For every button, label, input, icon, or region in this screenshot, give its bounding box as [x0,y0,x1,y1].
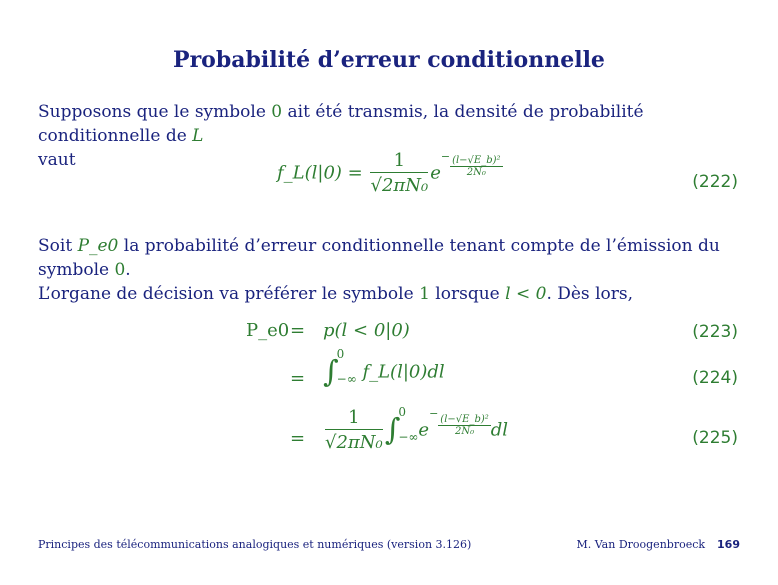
paragraph-2 [38,234,743,306]
para1-text-b: ait été transmis, la densité de probabilité conditionnelle de [38,102,644,146]
footer-left: Principes des télécommunications analogiques et numériques (version 3.126) [38,538,472,551]
slide-title: Probabilité d’erreur conditionnelle [173,47,605,73]
eq224-upper-limit: 0 [336,347,345,361]
para3-text-a: L’organe de décision va préférer le symbole [38,284,420,304]
eq225-limits [398,405,418,455]
eq225-exp-denominator: 2N₀ [454,426,475,437]
eq225-number: (225) [692,428,738,448]
equation-224-body [323,347,445,397]
page-number: 169 [717,538,740,551]
eq224-integrand: f_L(l|0)dl [362,361,445,383]
eq225-upper-limit: 0 [398,405,406,419]
para3-condition: l < 0 [505,284,547,304]
para2-symbol: 0 [114,260,126,280]
para2-text-b: la probabilité d’erreur conditionnelle tenant compte de l’émission du symbole [38,236,720,280]
eq224-lower-limit: −∞ [336,372,357,386]
eq223-rhs: p(l < 0|0) [323,320,410,341]
para2-text-a: Soit [38,236,78,256]
para2-text-c: . [125,260,131,280]
para3-text-b: lorsque [429,284,506,304]
eq223-relation: = [290,320,306,341]
eq224-relation: = [290,368,306,389]
para1-text-a: Supposons que le symbole [38,102,272,122]
eq225-fraction [325,407,383,453]
para2-pe0: P_e0 [77,236,119,256]
eq224-limits [337,347,357,397]
eq225-integral-sign: ∫ [384,412,401,448]
eq222-denominator: √2πN₀ [370,175,429,196]
para1-text-c: vaut [38,150,76,170]
eq223-lhs: P_e0 [246,320,290,341]
eq222-fraction [370,150,428,196]
footer-right [576,538,740,551]
eq222-numerator: 1 [370,150,428,173]
eq224-integral-sign: ∫ [323,354,339,390]
para3-text-c: . Dès lors, [546,284,633,304]
footer-author: M. Van Droogenbroeck [576,538,706,551]
eq222-number: (222) [692,172,738,192]
eq225-tail: dl [490,419,509,441]
eq225-exp-numerator: (l−√E_b)² [440,414,489,425]
eq222-exponent: − (l−√E_b)² 2N₀ [440,150,501,178]
para3-symbol: 1 [419,284,430,304]
eq222-exp-denominator: 2N₀ [466,167,486,178]
eq224-number: (224) [692,368,738,388]
eq222-exp-numerator: (l−√E_b)² [452,155,501,166]
eq222-lhs: f_L(l|0) = [277,162,363,184]
eq225-numerator: 1 [325,407,383,430]
eq223-number: (223) [692,322,738,342]
eq225-relation: = [290,428,306,449]
eq225-exponent: − (l−√E_b)² 2N₀ [429,407,489,437]
equation-225-body: $\frac{1}{\text{√2πN₀}}$ ∫ 0 −∞ $e^{- \frac{\text{(l−√E\_b)²}}{\text{2N₀}}}dl$ [325,405,509,453]
equation-222: f_L(l|0) = $\frac{1}{\text{√2πN₀}}$ $e^{- \frac{\text{(l−√E\_b)²}}{\text{2N₀}}}$ [277,150,501,196]
para1-symbol: 0 [271,102,283,122]
para1-variable: L [192,126,204,146]
eq225-denominator: √2πN₀ [325,432,383,453]
eq225-lower-limit: −∞ [398,430,419,444]
